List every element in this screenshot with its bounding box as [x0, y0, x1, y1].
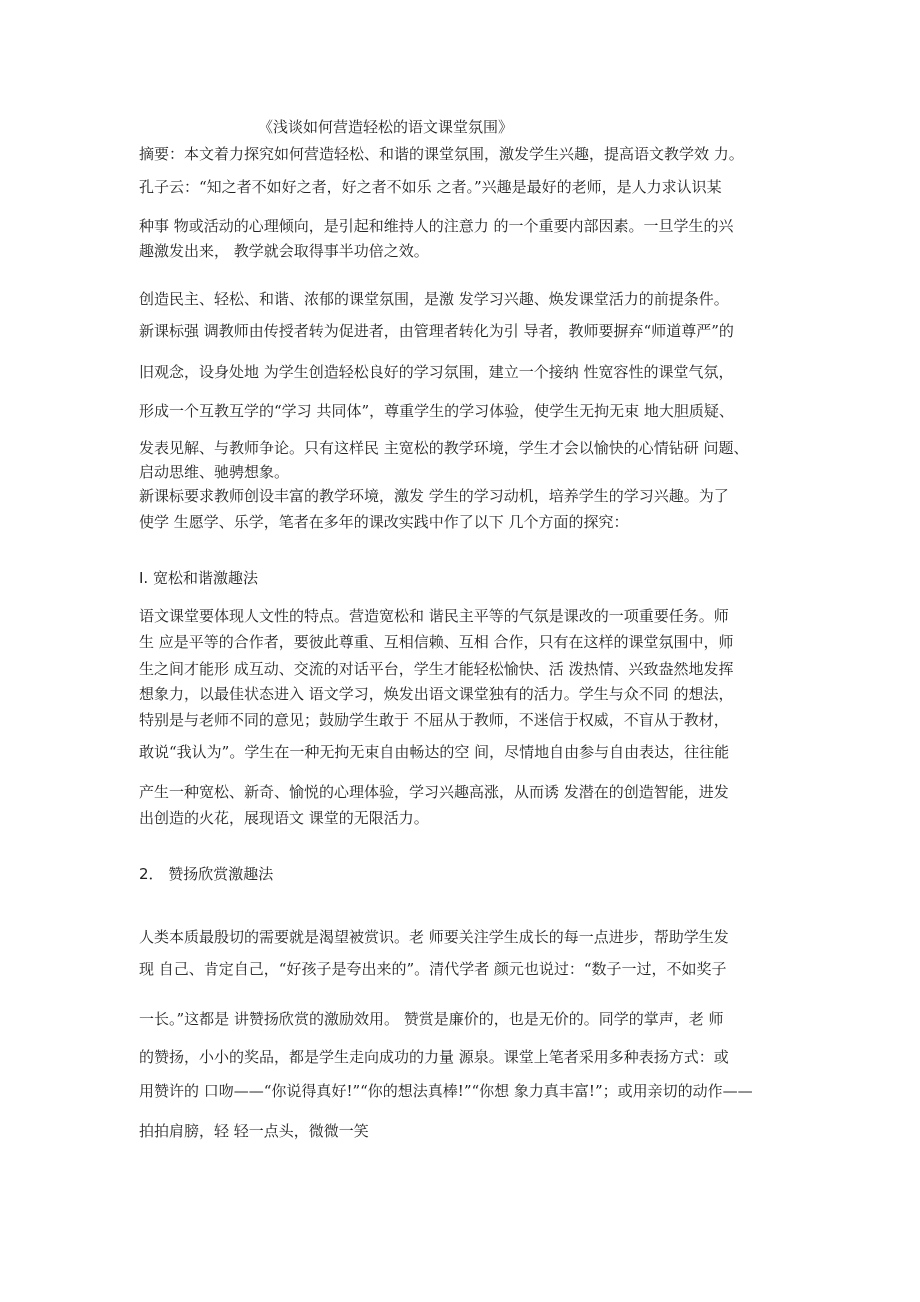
paragraph-line: 生之间才能形 成互动、交流的对话平台，学生才能轻松愉快、活 泼热情、兴致盎然地发挥	[139, 660, 734, 678]
paragraph-line: 生 应是平等的合作者，要彼此尊重、互相信赖、互相 合作，只有在这样的课堂氛围中，师	[139, 633, 734, 651]
paragraph-line: 启动思维、驰骋想象。	[139, 463, 290, 481]
paragraph-line: 旧观念，设身处地 为学生创造轻松良好的学习氛围，建立一个接纳 性宽容性的课堂气氛，	[139, 363, 734, 381]
paragraph-line: 用赞许的 口吻——“你说得真好!”“你的想法真棒!”“你想 象力真丰富!”；或用亲切的动作——	[139, 1082, 753, 1100]
paragraph-line: 趣激发出来， 教学就会取得事半功倍之效。	[139, 242, 429, 260]
paragraph-line: 特别是与老师不同的意见；鼓励学生敢于 不屈从于教师，不迷信于权威，不盲从于教材，	[139, 711, 729, 729]
paragraph-line: 使学 生愿学、乐学，笔者在多年的课改实践中作了以下 几个方面的探究：	[139, 513, 629, 531]
paragraph-line: 拍拍肩膀，轻 轻一点头，微微一笑	[139, 1122, 369, 1140]
section-heading-1: I. 宽松和谐激趣法	[139, 569, 258, 587]
paragraph-line: 出创造的火花，展现语文 课堂的无限活力。	[139, 809, 429, 827]
paragraph-line: 一长。”这都是 讲赞扬欣赏的激励效用。 赞赏是廉价的，也是无价的。同学的掌声，老 师	[139, 1010, 724, 1028]
abstract-line: 摘要：本文着力探究如何营造轻松、和谐的课堂氛围，激发学生兴趣，提高语文教学效 力。	[139, 145, 744, 163]
paragraph-line: 发表见解、与教师争论。只有这样民 主宽松的教学环境，学生才会以愉快的心情钻研 问题、	[139, 439, 749, 457]
paragraph-line: 人类本质最殷切的需要就是渴望被赏识。老 师要关注学生成长的每一点进步，帮助学生发	[139, 928, 729, 946]
paragraph-line: 敢说“我认为”。学生在一种无拘无束自由畅达的空 间，尽情地自由参与自由表达，往往能	[139, 743, 730, 761]
document-title: 《浅谈如何营造轻松的语文课堂氛围》	[258, 118, 514, 136]
paragraph-line: 新课标要求教师创设丰富的教学环境，激发 学生的学习动机，培养学生的学习兴趣。为了	[139, 487, 729, 505]
paragraph-line: 新课标强 调教师由传授者转为促进者，由管理者转化为引 导者，教师要摒弃“师道尊严”的	[139, 322, 734, 340]
paragraph-line: 创造民主、轻松、和谐、浓郁的课堂氛围，是激 发学习兴趣、焕发课堂活力的前提条件。	[139, 290, 729, 308]
paragraph-line: 产生一种宽松、新奇、愉悦的心理体验，学习兴趣高涨，从而诱 发潜在的创造智能，进发	[139, 783, 729, 801]
paragraph-line: 的赞扬，小小的奖品，都是学生走向成功的力量 源泉。课堂上笔者采用多种表扬方式：或	[139, 1048, 729, 1066]
paragraph-line: 孔子云：“知之者不如好之者，好之者不如乐 之者。”兴趣是最好的老师，是人力求认识某	[139, 178, 722, 196]
paragraph-line: 想象力，以最佳状态进入 语文学习，焕发出语文课堂独有的活力。学生与众不同 的想法，	[139, 685, 734, 703]
paragraph-line: 种事 物或活动的心理倾向，是引起和维持人的注意力 的一个重要内部因素。一旦学生的兴	[139, 217, 734, 235]
section-heading-2: 2． 赞扬欣赏激趣法	[139, 865, 274, 883]
paragraph-line: 现 自己、肯定自己，“好孩子是夸出来的”。清代学者 颜元也说过：“数子一过，不如奖子	[139, 960, 727, 978]
paragraph-line: 语文课堂要体现人文性的特点。营造宽松和 谐民主平等的气氛是课改的一项重要任务。师	[139, 607, 729, 625]
paragraph-line: 形成一个互教互学的“学习 共同体”，尊重学生的学习体验，使学生无拘无束 地大胆质疑、	[139, 402, 734, 420]
